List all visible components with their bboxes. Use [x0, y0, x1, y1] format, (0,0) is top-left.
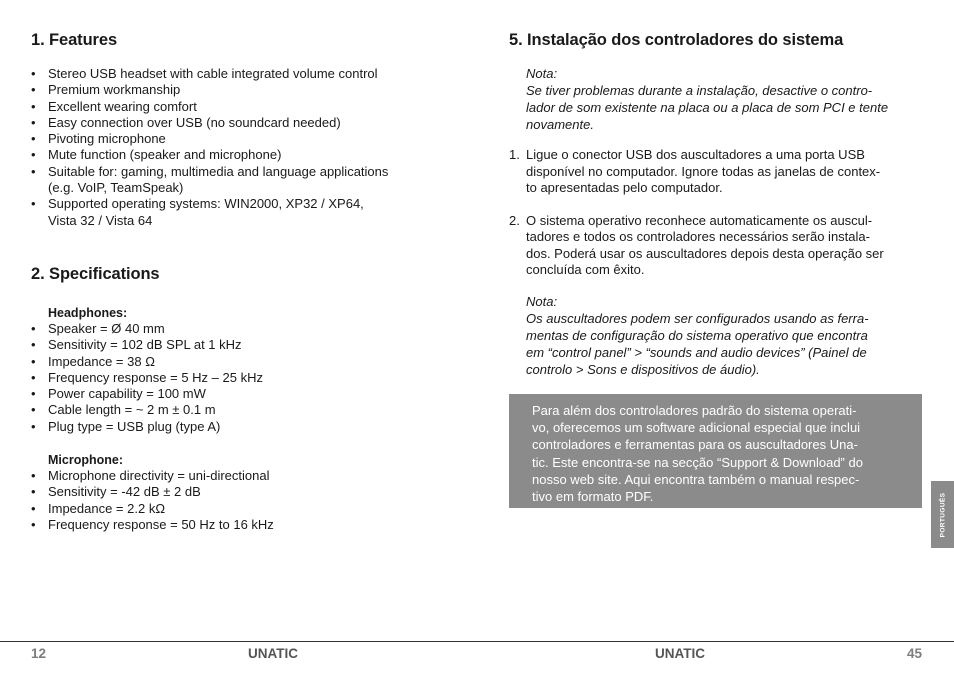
- specifications-heading: 2. Specifications: [31, 265, 160, 283]
- list-item: • Frequency response = 50 Hz to 16 kHz: [31, 517, 441, 533]
- headphones-list: [31, 321, 441, 435]
- step-item: 1. Ligue o conector USB dos auscultadores a uma porta USB disponível no computador. Ignore todas as janelas de contex- to apresentadas pelo computador.: [509, 147, 881, 195]
- list-item: • Mute function (speaker and microphone): [31, 147, 441, 163]
- list-item: • Microphone directivity = uni-directional: [31, 468, 441, 484]
- list-item: • Speaker = Ø 40 mm: [31, 321, 441, 337]
- left-footer-brand: UNATIC: [248, 646, 298, 661]
- footer-divider: [0, 641, 954, 642]
- list-item: • Stereo USB headset with cable integrated volume control: [31, 66, 441, 82]
- list-item: • Sensitivity = -42 dB ± 2 dB: [31, 484, 441, 500]
- note-label: Nota:: [526, 66, 558, 81]
- list-item: • Sensitivity = 102 dB SPL at 1 kHz: [31, 337, 441, 353]
- language-tab: PORTUGUÊS: [931, 481, 954, 548]
- list-item: • Cable length = ~ 2 m ± 0.1 m: [31, 402, 441, 418]
- list-item: • Impedance = 2.2 kΩ: [31, 501, 441, 517]
- note-label: Nota:: [526, 294, 558, 309]
- note-block-1: Nota: Se tiver problemas durante a instalação, desactive o contro- lador de som existente na placa ou a placa de som PCI e tente novamente.: [526, 65, 922, 133]
- left-page-number: 12: [31, 646, 47, 661]
- right-page-number: 45: [907, 646, 923, 661]
- microphone-label: Microphone:: [48, 453, 123, 467]
- headphones-label: Headphones:: [48, 306, 128, 320]
- list-item: • Premium workmanship: [31, 82, 441, 98]
- installation-heading: 5. Instalação dos controladores do sistema: [509, 31, 844, 49]
- list-item: • Impedance = 38 Ω: [31, 354, 441, 370]
- list-item: • Power capability = 100 mW: [31, 386, 441, 402]
- install-steps: [509, 147, 922, 279]
- features-heading: 1. Features: [31, 31, 118, 49]
- microphone-list: [31, 468, 441, 533]
- list-item: • Plug type = USB plug (type A): [31, 419, 441, 435]
- step-item: 2. O sistema operativo reconhece automaticamente os auscul- tadores e todos os controladores necessários serão instala- dos. Poderá usar os auscultadores depois desta operação ser concluída com êxito.: [509, 212, 884, 277]
- list-item: • Frequency response = 5 Hz – 25 kHz: [31, 370, 441, 386]
- list-item: • Easy connection over USB (no soundcard needed): [31, 115, 441, 131]
- list-item: • Supported operating systems: WIN2000, XP32 / XP64, Vista 32 / Vista 64: [31, 196, 441, 229]
- list-item: • Suitable for: gaming, multimedia and language applications (e.g. VoIP, TeamSpeak): [31, 164, 441, 197]
- right-footer-brand: UNATIC: [655, 646, 705, 661]
- software-info-box: Para além dos controladores padrão do sistema operati- vo, oferecemos um software adicional especial que inclui controladores e ferramentas para os auscultadores Una- tic. Este encontra-se na secção “Support & Download” do nosso web site. Aqui encontra também o manual respec- tivo em formato PDF.: [509, 394, 922, 508]
- list-item: • Pivoting microphone: [31, 131, 441, 147]
- note-block-2: Nota: Os auscultadores podem ser configurados usando as ferra- mentas de configuração do sistema operativo que encontra em “control panel” > “sounds and audio devices” (Painel de controlo > Sons e dispositivos de áudio).: [526, 293, 922, 378]
- list-item: • Excellent wearing comfort: [31, 99, 441, 115]
- features-list: [31, 66, 441, 229]
